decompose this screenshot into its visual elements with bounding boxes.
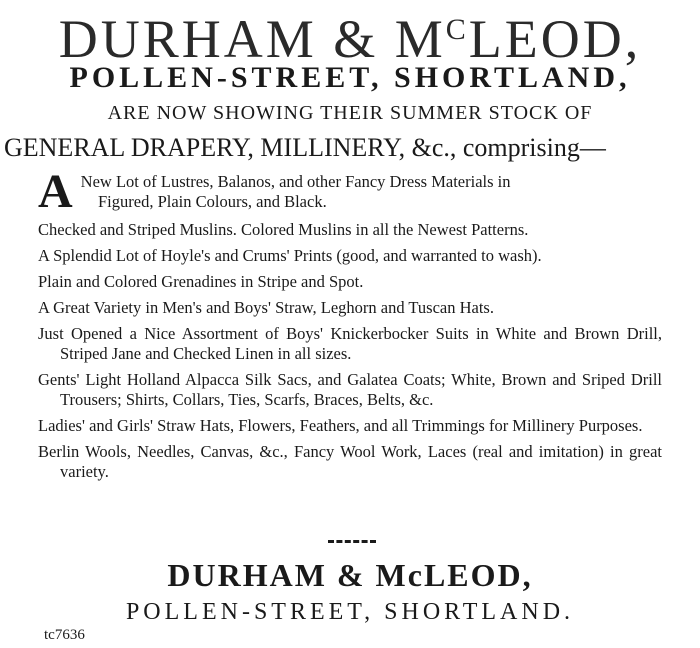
list-item: Gents' Light Holland Alpacca Silk Sacs, and Galatea Coats; White, Brown and Sriped Drill Trousers; Shirts, Collars, Ties, Scarfs, Braces, Belts, &c.	[38, 370, 662, 409]
list-item: Checked and Striped Muslins. Colored Muslins in all the Newest Patterns.	[38, 220, 529, 239]
reference-code: tc7636	[44, 627, 85, 643]
section-divider	[328, 540, 376, 543]
title-main: DURHAM & M	[58, 9, 446, 69]
advert-title	[0, 0, 700, 69]
list-item: Berlin Wools, Needles, Canvas, &c., Fancy Wool Work, Laces (real and imitation) in great variety.	[38, 442, 662, 481]
street-heading: POLLEN-STREET, SHORTLAND,	[69, 61, 631, 94]
title-end: LEOD,	[468, 9, 642, 69]
drop-cap: A	[38, 165, 73, 218]
signature-street: POLLEN-STREET, SHORTLAND.	[125, 599, 575, 625]
item-list	[38, 165, 662, 488]
list-item: Ladies' and Girls' Straw Hats, Flowers, Feathers, and all Trimmings for Millinery Purposes.	[38, 416, 643, 435]
first-item-line2: Figured, Plain Colours, and Black.	[98, 192, 327, 211]
list-item: A Great Variety in Men's and Boys' Straw, Leghorn and Tuscan Hats.	[38, 298, 494, 317]
list-item: Plain and Colored Grenadines in Stripe and Spot.	[38, 272, 364, 291]
list-item: Just Opened a Nice Assortment of Boys' Knickerbocker Suits in White and Brown Drill, Striped Jane and Checked Linen in all sizes.	[38, 324, 662, 363]
first-item-line1: New Lot of Lustres, Balanos, and other Fancy Dress Materials in	[80, 172, 511, 191]
showing-line: ARE NOW SHOWING THEIR SUMMER STOCK OF	[107, 102, 593, 124]
title-superscript: C	[445, 13, 469, 46]
list-item: A Splendid Lot of Hoyle's and Crums' Prints (good, and warranted to wash).	[38, 246, 542, 265]
general-drapery-line: GENERAL DRAPERY, MILLINERY, &c., comprising—	[4, 133, 606, 162]
signature-name: DURHAM & McLEOD,	[167, 557, 533, 593]
list-item	[38, 165, 662, 218]
